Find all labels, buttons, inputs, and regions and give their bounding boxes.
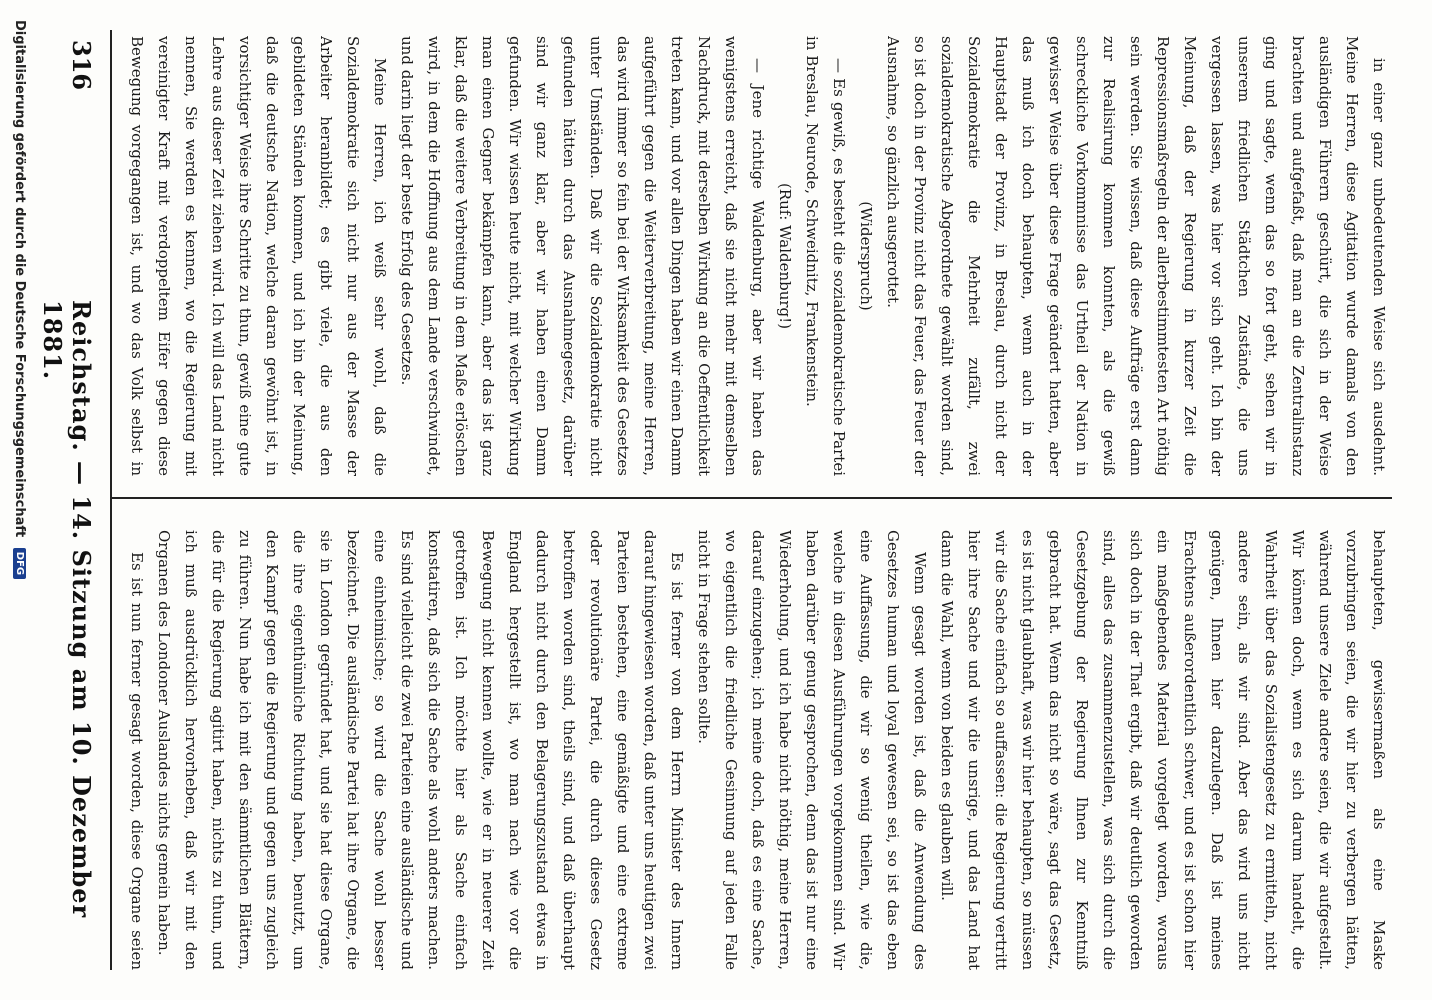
header-rule (110, 30, 112, 970)
left-column (122, 36, 1392, 476)
dfg-logo: DFG (13, 548, 26, 579)
paragraph: — Jene richtige Waldenburg, aber wir haben das wenigstens erreicht, daß sie nicht mehr mit demselben Nachdruck, mit derselben Wirkung an die Oeffentlichkeit treten kann, und vor allen Dingen haben wir einen Damm aufgeführt gegen die Weiterverbreitung, meine Herren, das wird immer so fein bei der Wirksamkeit des Gesetzes unter Umständen. Daß wir die Sozialdemokratie nicht gefunden hätten durch das Ausnahmegesetz, darüber sind wir ganz klar, aber wir haben einen Damm gefunden. Wir wissen heute nicht, mit welcher Wirkung man einen Gegner bekämpfen kann, aber das ist ganz klar, daß die weitere Verbreitung in dem Maße erlöschen wird, in dem die Hoffnung aus dem Lande verschwindet, und darin liegt der beste Erfolg des Gesetzes. (398, 36, 767, 476)
paragraph: — Es gewiß, es besteht die sozialdemokratische Partei in Breslau, Neurode, Schweidnitz, Frankenstein. (803, 36, 848, 476)
paragraph: Wenn gesagt worden ist, daß die Anwendung des Gesetzes human und loyal gewesen sei, so ist das eben eine Auffassung, die wir so wenig theilen, wie die, welche in diesen Ausführungen vorgekommen sind. Wir haben darüber genug gesprochen, denn das ist nur eine Wiederholung, und ich habe nicht nöthig, meine Herren, darauf einzugehen; ich meine doch, daß es eine Sache, wo eigentlich die friedliche Gesinnung auf jeden Falle nicht in Frage stehen sollte. (695, 530, 929, 970)
interjection: (Ruf: Waldenburg!) (776, 182, 794, 330)
paragraph: Meine Herren, ich weiß sehr wohl, daß die Sozialdemokratie sich nicht nur aus der Masse der Arbeiter heranbildet; es gibt viele, die aus den gebildeten Ständen kommen, und ich bin der Meinung, daß die deutsche Nation, welche daran gewöhnt ist, in vorsichtiger Weise ihre Schritte zu thun, gewiß eine gute Lehre aus dieser Zeit ziehen wird. Ich will das Land nicht nennen, Sie werden es kennen, wo die Regierung mit vereinigter Kraft mit verdoppeltem Eifer gegen diese Bewegung vorgegangen ist, und wo das Volk selbst in (128, 36, 389, 476)
paragraph: Es ist ferner von dem Herrn Minister des Innern darauf hingewiesen worden, daß unter uns heutigen zwei Parteien bestehen, eine gemäßigte und eine extreme oder revolutionäre Partei, die durch dieses Gesetz betroffen worden sind, theils sind, und daß überhaupt dadurch nicht durch den Belagerungszustand etwas in England hergestellt ist, wo man nach wie vor die Bewegung nicht kennen wollte, wie er in neuerer Zeit getroffen ist. Ich möchte hier als Sache einfach konstatiren, daß sich die Sache als wohl anders machen. Es sind vielleicht die zwei Parteien eine ausländische und eine einheimische; so wird die Sache wohl besser bezeichnet. Die ausländische Partei hat ihre Organe, die sie in London gegründet hat, und sie hat diese Organe, die ihre eigenthümliche Richtung haben, benutzt, um den Kampf gegen die Regierung und gegen uns zugleich zu führen. Nun habe ich mit den sämmtlichen Blättern, die für die Regierung agitirt haben, nichts zu thun, und ich muß ausdrücklich hervorheben, daß wir mit den Organen des Londoner Auslandes nichts gemein haben. (155, 530, 686, 970)
right-column (122, 530, 1392, 970)
paragraph: Es ist nun ferner gesagt worden, diese Organe seien (128, 552, 146, 970)
interjection: (Widerspruch) (857, 201, 875, 311)
column-divider (112, 497, 1392, 499)
credit-text: Digitalisierung gefördert durch die Deutsche Forschungsgemeinschaft (12, 20, 27, 538)
page-title: Reichstag. — 14. Sitzung am 10. Dezember 1881. (38, 300, 96, 919)
paragraph: behaupteten, gewissermaßen als eine Maske vorzubringen seien, die wir hier zu verbergen hätten, während unsere Ziele andere seien, die wir aufgestellt. Wir können doch, wenn es sich darum handelt, die Wahrheit über das Sozialistengesetz zu ermitteln, nicht andere sein, als wir sind. Aber das wird uns nicht genügen, Ihnen hier darzulegen. Daß ist meines Erachtens außerordentlich schwer, und es ist schon hier ein maßgebendes Material vorgelegt worden, woraus sich doch in der That ergibt, daß wir deutlich geworden sind, alles das zusammenzustellen, was sich durch die Gesetzgebung der Regierung Ihnen zur Kenntniß gebracht hat. Wenn das nicht so wäre, sagt das Gesetz, es ist nicht glaubhaft, was wir hier behaupten, so müssen wir die Sache einfach so auffassen: die Regierung vertritt hier ihre Sache und wir die unsrige, und das Land hat dann die Wahl, wenn von beiden es glauben will. (938, 530, 1388, 970)
digitization-credit (12, 20, 27, 579)
page-header (38, 40, 102, 960)
page-number: 316 (67, 40, 96, 91)
paragraph: in einer ganz unbedeutenden Weise sich ausdehnt. Meine Herren, diese Agitation wurde damals von den ausländigen Führern geschürt, die sich in der Weise brachten und aufgefaßt, daß man an die Zentralinstanz ging und sagte, wenn das so fort geht, sehen wir in unserem friedlichen Städtchen Zustände, die uns vergessen lassen, was hier vor sich geht. Ich bin der Meinung, daß der Regierung in kurzer Zeit die Repressionsmaßregeln der allerbestimmtesten Art nöthig sein werden. Sie wissen, daß diese Aufträge erst dann zur Realisirung kommen konnten, als die gewiß schreckliche Vorkommnisse das Urtheil der Nation in gewisser Weise über diese Frage geändert hatten, aber das muß ich doch behaupten, wenn auch in der Hauptstadt der Provinz, in Breslau, durch nicht der Sozialdemokratie die Mehrheit zufällt, zwei sozialdemokratische Abgeordnete gewählt worden sind, so ist doch in der Provinz nicht das Feuer, das Feuer der Ausnahme, so gänzlich ausgerottet. (884, 36, 1388, 476)
